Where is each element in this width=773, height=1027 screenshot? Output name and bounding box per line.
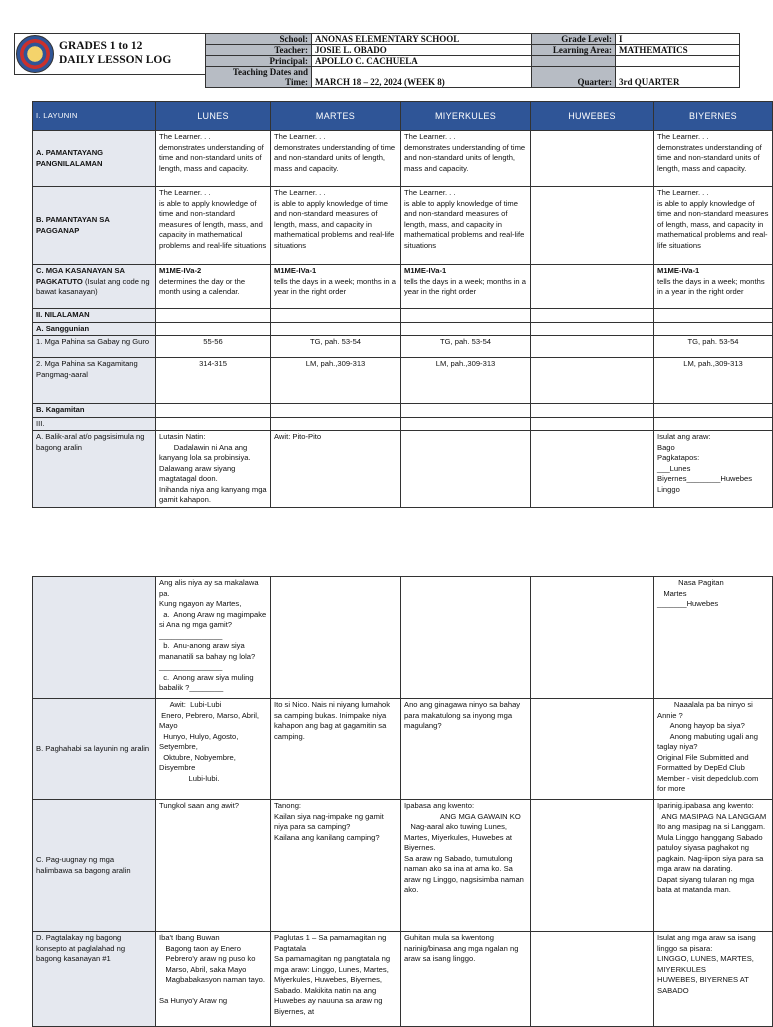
cell: TG, pah. 53-54 [401,336,531,358]
cell: 314-315 [156,358,271,404]
cell: Ipabasa ang kwento: ANG MGA GAWAIN KO Nag-aaral ako tuwing Lunes, Martes, Miyerkules, Huwebes at Biyernes. Sa araw ng Sabado, tumutulong naman ako sa ina at ama ko. Sa araw ng Linggo, nagsisimba naman ako. [401,800,531,932]
cell: Awit: Pito-Pito [271,431,401,508]
cell: Isulat ang araw: Bago Pagkatapos: ___Lunes Biyernes________Huwebes Linggo [654,431,773,508]
col-biyernes: BIYERNES [654,102,773,131]
table-row [33,404,773,418]
col-layunin: I. LAYUNIN [33,102,156,131]
cell: Tungkol saan ang awit? [156,800,271,932]
col-miyerkules: MIYERKULES [401,102,531,131]
lesson-table-2 [32,576,773,1027]
cell [401,431,531,508]
deped-seal-icon [16,35,54,73]
quarter-label: Quarter: [532,67,616,88]
cell: 55-56 [156,336,271,358]
teacher-label: Teacher: [206,45,312,56]
row-label: II. NILALAMAN [33,309,156,323]
teacher-value: JOSIE L. OBADO [312,45,532,56]
cell: Naaalala pa ba ninyo si Annie ? Anong hayop ba siya? Anong mabuting ugali ang taglay niya? Original File Submitted and Formatted by DepEd Club Member - visit depedclub.com for more [654,699,773,800]
cell: Ito si Nico. Nais ni niyang lumahok sa camping bukas. Inimpake niya kahapon ang bag at gagamitin sa camping. [271,699,401,800]
cell: The Learner. . . is able to apply knowledge of time and non-standard measures of length, mass, and capacity in mathematical problems and real-life situations [271,187,401,265]
cell: Ang alis niya ay sa makalawa pa. Kung ngayon ay Martes, a. Anong Araw ng magimpake si Ana ng mga gamit?_______________ b. Anu-anong araw siya mananatili sa bahay ng lola? _______________ c. Anong araw siya muling babalik ?________ [156,577,271,699]
dates-label: Teaching Dates and Time: [206,67,312,88]
area-label: Learning Area: [532,45,616,56]
cell: Iparinig.ipabasa ang kwento: ANG MASIPAG NA LANGGAM Ito ang masipag na si Langgam. Mula Linggo hanggang Sabado patuloy siyasa paghakot ng pagkain. Nag-iipon siya para sa mga araw na darating. Dapat siyang tularan ng mga bata at matanda man. [654,800,773,932]
cell: Lutasin Natin: Dadalawin ni Ana ang kanyang lola sa probinsiya. Dalawang araw siyang magtatagal doon. Inihanda niya ang kanyang mga gamit kahapon. [156,431,271,508]
table-row [33,932,773,1027]
doc-title: GRADES 1 to 12 DAILY LESSON LOG [59,40,172,66]
row-label: A. PAMANTAYANG PANGNILALAMAN [33,131,156,187]
cell [531,577,654,699]
cell [531,336,654,358]
principal-value: APOLLO C. CACHUELA [312,56,532,67]
row-label: 1. Mga Pahina sa Gabay ng Guro [33,336,156,358]
col-huwebes: HUWEBES [531,102,654,131]
quarter-value: 3rd QUARTER [616,67,740,88]
cell: M1ME-IVa-1 tells the days in a week; months in a year in the right order [271,265,401,309]
row-label [33,577,156,699]
cell [531,932,654,1027]
row-label: A. Sanggunian [33,322,156,336]
col-lunes: LUNES [156,102,271,131]
row-label: C. Pag-uugnay ng mga halimbawa sa bagong aralin [33,800,156,932]
header [14,33,754,91]
row-label: B. PAMANTAYAN SA PAGGANAP [33,187,156,265]
cell: Tanong: Kailan siya nag-impake ng gamit niya para sa camping? Kailana ang kanilang camping? [271,800,401,932]
table-row [33,265,773,309]
table-row [33,577,773,699]
row-label: III. [33,417,156,431]
row-label: B. Kagamitan [33,404,156,418]
grade-value: I [616,34,740,45]
cell: TG, pah. 53-54 [654,336,773,358]
cell: LM, pah.,309-313 [271,358,401,404]
row-label: B. Paghahabi sa layunin ng aralin [33,699,156,800]
lesson-table-1 [32,101,773,508]
cell: The Learner. . . demonstrates understanding of time and non-standard units of length, mass and capacity. [654,131,773,187]
info-table [205,33,740,88]
cell: M1ME-IVa-1 tells the days in a week; months in a year in the right order [654,265,773,309]
grade-label: Grade Level: [532,34,616,45]
cell: M1ME-IVa-1 tells the days in a week; months in a year in the right order [401,265,531,309]
cell [271,577,401,699]
table-row [33,699,773,800]
row-label: D. Pagtalakay ng bagong konsepto at paglalahad ng bagong kasanayan #1 [33,932,156,1027]
cell [531,699,654,800]
table-row [33,336,773,358]
table-row [33,131,773,187]
table-row [33,800,773,932]
cell [531,265,654,309]
dates-value: MARCH 18 – 22, 2024 (WEEK 8) [312,67,532,88]
cell: Iba't Ibang Buwan Bagong taon ay Enero Pebrero'y araw ng puso ko Marso, Abril, saka Mayo Magbabakasyon naman tayo. Sa Hunyo'y Araw ng [156,932,271,1027]
cell: M1ME-IVa-2 determines the day or the month using a calendar. [156,265,271,309]
cell [531,800,654,932]
row-label: 2. Mga Pahina sa Kagamitang Pangmag-aaral [33,358,156,404]
title-box [14,33,206,75]
cell: TG, pah. 53-54 [271,336,401,358]
cell: Isulat ang mga araw sa isang linggo sa pisara: LINGGO, LUNES, MARTES, MIYERKULES HUWEBES, BIYERNES AT SABADO [654,932,773,1027]
table-row [33,309,773,323]
school-label: School: [206,34,312,45]
cell: LM, pah.,309-313 [654,358,773,404]
table-row [33,322,773,336]
row-label: A. Balik-aral at/o pagsisimula ng bagong aralin [33,431,156,508]
cell: Paglutas 1 – Sa pamamagitan ng Pagtatala Sa pamamagitan ng pangtatala ng mga araw: Linggo, Lunes, Martes, Miyerkules, Huwebes, Biyernes, Sabado. Makikita natin na ang Huwebes ay nauuna sa araw ng Biyernes, at [271,932,401,1027]
cell [531,431,654,508]
cell: Ano ang ginagawa ninyo sa bahay para makatulong sa inyong mga magulang? [401,699,531,800]
cell: Nasa Pagitan Martes _______Huwebes [654,577,773,699]
col-martes: MARTES [271,102,401,131]
cell: The Learner. . . demonstrates understanding of time and non-standard units of length, mass and capacity. [156,131,271,187]
cell [531,131,654,187]
school-value: ANONAS ELEMENTARY SCHOOL [312,34,532,45]
cell: The Learner. . . demonstrates understanding of time and non-standard units of length, mass and capacity. [401,131,531,187]
cell [531,187,654,265]
cell: The Learner. . . demonstrates understanding of time and non-standard units of length, mass and capacity. [271,131,401,187]
row-label: C. MGA KASANAYAN SA PAGKATUTO (Isulat ang code ng bawat kasanayan) [33,265,156,309]
cell: The Learner. . . is able to apply knowledge of time and non-standard measures of length, mass, and capacity in mathematical problems and real-life situations [654,187,773,265]
cell: LM, pah.,309-313 [401,358,531,404]
table-row [33,431,773,508]
cell [531,358,654,404]
cell: Guhitan mula sa kwentong narinig/binasa ang mga ngalan ng araw sa isang linggo. [401,932,531,1027]
area-value: MATHEMATICS [616,45,740,56]
cell: The Learner. . . is able to apply knowledge of time and non-standard measures of length, mass, and capacity in mathematical problems and real-life situations [401,187,531,265]
principal-label: Principal: [206,56,312,67]
column-header-row [33,102,773,131]
table-row [33,358,773,404]
table-row [33,187,773,265]
table-row [33,417,773,431]
cell: The Learner. . . is able to apply knowledge of time and non-standard measures of length, mass, and capacity in mathematical problems and real-life situations [156,187,271,265]
cell [401,577,531,699]
cell: Awit: Lubi-Lubi Enero, Pebrero, Marso, Abril, Mayo Hunyo, Hulyo, Agosto, Setyembre, Oktubre, Nobyembre, Disyembre Lubi-lubi. [156,699,271,800]
